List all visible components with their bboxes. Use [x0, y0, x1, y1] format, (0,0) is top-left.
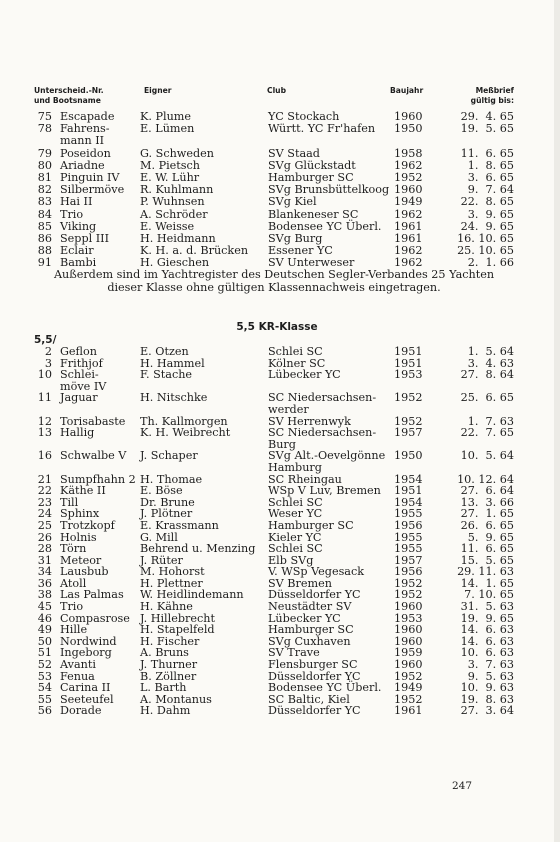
boat-name: Silbermöve — [60, 183, 125, 197]
boat-owner: R. Kuhlmann — [140, 183, 214, 197]
certificate-date: 1. 8. 65 — [467, 158, 514, 172]
boat-club: Schlei SC — [268, 542, 323, 556]
boat-year: 1955 — [394, 542, 423, 556]
boat-nr: 22 — [37, 484, 52, 498]
boat-nr: 3 — [44, 356, 52, 370]
boat-year: 1961 — [394, 232, 423, 246]
boat-owner: H. Hammel — [140, 356, 205, 370]
boat-nr: 54 — [37, 681, 52, 695]
header-year: Baujahr — [390, 86, 424, 95]
boat-name: Bambi — [60, 256, 97, 270]
certificate-date: 14. 6. 63 — [460, 634, 514, 648]
boat-nr: 56 — [37, 704, 52, 718]
boat-nr: 46 — [37, 611, 52, 625]
boat-nr: 53 — [37, 669, 52, 683]
table-row — [34, 601, 514, 613]
boat-owner: E. Lümen — [140, 122, 195, 136]
certificate-date: 22. 8. 65 — [460, 195, 514, 209]
boat-nr: 75 — [37, 110, 52, 123]
table-row — [34, 369, 514, 392]
boat-owner: H. Gieschen — [140, 256, 210, 270]
boat-year: 1955 — [394, 530, 423, 544]
boat-owner: E. Krassmann — [140, 518, 219, 532]
boat-owner: H. Heidmann — [140, 232, 216, 246]
boat-name: Torisabaste — [60, 414, 126, 428]
boat-nr: 91 — [37, 256, 52, 270]
header-nr-label: Unterscheid.-Nr. — [34, 86, 104, 95]
boat-owner: E. W. Lühr — [140, 171, 200, 185]
class-label: 5,5/ — [34, 334, 57, 346]
certificate-date: 10. 9. 63 — [460, 681, 514, 695]
certificate-date: 3. 6. 65 — [467, 171, 514, 185]
boat-club: Hamburger SC — [268, 623, 354, 637]
header-name-label: und Bootsname — [34, 95, 101, 105]
boat-owner: J. Plötner — [140, 507, 193, 521]
certificate-date: 11. 6. 65 — [460, 146, 514, 160]
boat-nr: 52 — [37, 658, 52, 672]
boat-year: 1957 — [394, 426, 423, 440]
boat-name: Escapade — [60, 110, 115, 123]
boat-year: 1957 — [394, 553, 423, 567]
boat-nr: 21 — [37, 472, 52, 486]
boat-name: Pinguin IV — [60, 171, 120, 185]
certificate-date: 26. 6. 65 — [460, 518, 514, 532]
boat-owner: W. Heidlindemann — [140, 588, 244, 602]
boat-club: SV Unterweser — [268, 256, 355, 270]
boat-year: 1951 — [394, 345, 423, 358]
boat-owner: B. Zöllner — [140, 669, 197, 683]
boat-owner: H. Nitschke — [140, 391, 208, 405]
boat-club: Württ. YC Fr'hafen — [268, 122, 376, 136]
table-row — [34, 520, 514, 532]
certificate-date: 11. 6. 65 — [460, 542, 514, 556]
header-nr — [34, 86, 104, 105]
boat-owner: Behrend u. Menzing — [140, 542, 256, 556]
boat-club: Neustädter SV — [268, 600, 352, 614]
boat-club: Schlei SC — [268, 345, 323, 358]
boat-club: SVg Brunsbüttelkoog — [268, 183, 390, 197]
boat-nr: 86 — [37, 232, 52, 246]
boat-club: Düsseldorfer YC — [268, 669, 361, 683]
boat-owner: M. Pietsch — [140, 158, 201, 172]
boat-year: 1952 — [394, 576, 423, 590]
boat-nr: 80 — [37, 158, 52, 172]
boat-club: Blankeneser SC — [268, 207, 359, 221]
boat-club: SV Trave — [268, 646, 320, 660]
boat-name: Seeteufel — [60, 692, 114, 706]
boat-year: 1949 — [394, 195, 423, 209]
boat-owner: P. Wuhnsen — [140, 195, 205, 209]
certificate-date: 14. 6. 63 — [460, 623, 514, 637]
certificate-date: 14. 1. 65 — [460, 576, 514, 590]
table-row — [34, 705, 514, 717]
boat-name: Schlei- möve IV — [60, 368, 107, 393]
table-row — [34, 209, 514, 221]
boat-list-section-1 — [34, 111, 514, 270]
table-header — [34, 86, 514, 108]
boat-owner: E. Böse — [140, 484, 183, 498]
boat-year: 1960 — [394, 600, 423, 614]
boat-club: Elb SVg — [268, 553, 314, 567]
boat-club: SVg Kiel — [268, 195, 317, 209]
certificate-date: 25. 6. 65 — [460, 391, 514, 405]
certificate-date: 25. 10. 65 — [457, 244, 514, 258]
boat-name: Atoll — [60, 576, 87, 590]
boat-club: Lübecker YC — [268, 611, 341, 625]
boat-year: 1956 — [394, 518, 423, 532]
boat-nr: 34 — [37, 565, 52, 579]
note-line-2: dieser Klasse ohne gültigen Klassennachweis eingetragen. — [107, 281, 441, 294]
boat-owner: A. Bruns — [140, 646, 189, 660]
table-row — [34, 450, 514, 473]
boat-owner: A. Montanus — [140, 692, 212, 706]
boat-year: 1960 — [394, 110, 423, 123]
table-row — [34, 485, 514, 497]
boat-name: Carina II — [60, 681, 111, 695]
boat-nr: 45 — [37, 600, 52, 614]
table-row — [34, 543, 514, 555]
boat-club: SV Herrenwyk — [268, 414, 351, 428]
section-title: 5,5 KR-Klasse — [236, 321, 318, 333]
boat-year: 1952 — [394, 669, 423, 683]
boat-club: Bodensee YC Überl. — [268, 681, 382, 695]
boat-name: Frithjof — [60, 356, 103, 370]
certificate-date: 27. 8. 64 — [460, 368, 514, 382]
boat-name: Seppl III — [60, 232, 109, 246]
boat-nr: 11 — [37, 391, 52, 405]
boat-nr: 79 — [37, 146, 52, 160]
boat-nr: 83 — [37, 195, 52, 209]
boat-owner: M. Hohorst — [140, 565, 205, 579]
boat-name: Törn — [60, 542, 87, 556]
boat-year: 1962 — [394, 244, 423, 258]
boat-owner: J. Rüter — [140, 553, 183, 567]
boat-name: Meteor — [60, 553, 102, 567]
table-row — [34, 659, 514, 671]
boat-name: Käthe II — [60, 484, 106, 498]
boat-name: Avanti — [60, 658, 96, 672]
boat-nr: 85 — [37, 219, 52, 233]
boat-nr: 10 — [37, 368, 52, 382]
certificate-date: 9. 5. 63 — [467, 669, 514, 683]
boat-year: 1950 — [394, 449, 423, 463]
boat-club: SVg Alt.-Oevelgönne Hamburg — [268, 449, 386, 474]
certificate-date: 19. 5. 65 — [460, 122, 514, 136]
boat-year: 1954 — [394, 472, 423, 486]
certificate-date: 27. 1. 65 — [460, 507, 514, 521]
certificate-date: 1. 7. 63 — [467, 414, 514, 428]
boat-year: 1954 — [394, 495, 423, 509]
boat-year: 1950 — [394, 122, 423, 136]
certificate-date: 10. 5. 64 — [460, 449, 514, 463]
note-line-1: Außerdem sind im Yachtregister des Deutschen Segler-Verbandes 25 Yachten — [53, 268, 495, 281]
boat-nr: 50 — [37, 634, 52, 648]
boat-nr: 26 — [37, 530, 52, 544]
boat-owner: H. Dahm — [140, 704, 191, 718]
page-edge-shadow — [554, 0, 560, 842]
boat-club: Lübecker YC — [268, 368, 341, 382]
boat-name: Trio — [60, 600, 84, 614]
certificate-date: 7. 10. 65 — [464, 588, 514, 602]
header-club: Club — [267, 86, 287, 95]
boat-name: Holnis — [60, 530, 97, 544]
boat-name: Las Palmas — [60, 588, 124, 602]
boat-year: 1962 — [394, 256, 423, 270]
boat-club: SC Baltic, Kiel — [268, 692, 350, 706]
boat-year: 1961 — [394, 219, 423, 233]
boat-name: Fenua — [60, 669, 95, 683]
boat-club: SVg Cuxhaven — [268, 634, 351, 648]
boat-name: Geflon — [60, 345, 97, 358]
boat-year: 1952 — [394, 588, 423, 602]
boat-club: SC Rheingau — [268, 472, 342, 486]
boat-year: 1961 — [394, 704, 423, 718]
boat-club: WSp V Luv, Bremen — [268, 484, 381, 498]
certificate-date: 22. 7. 65 — [460, 426, 514, 440]
boat-list-section-2 — [34, 346, 514, 717]
boat-owner: Th. Kallmorgen — [140, 414, 228, 428]
boat-nr: 78 — [37, 122, 52, 136]
boat-nr: 28 — [37, 542, 52, 556]
boat-name: Sphinx — [60, 507, 100, 521]
boat-year: 1952 — [394, 171, 423, 185]
certificate-date: 15. 5. 65 — [460, 553, 514, 567]
certificate-date: 16. 10. 65 — [457, 232, 514, 246]
boat-name: Trio — [60, 207, 84, 221]
certificate-date: 19. 9. 65 — [460, 611, 514, 625]
boat-club: Düsseldorfer YC — [268, 588, 361, 602]
register-note — [34, 268, 514, 294]
certificate-date: 29. 11. 63 — [457, 565, 514, 579]
boat-club: Bodensee YC Überl. — [268, 219, 382, 233]
boat-year: 1960 — [394, 658, 423, 672]
boat-club: Düsseldorfer YC — [268, 704, 361, 718]
table-row — [34, 427, 514, 450]
boat-year: 1960 — [394, 183, 423, 197]
boat-club: Kölner SC — [268, 356, 326, 370]
boat-owner: J. Hillebrecht — [140, 611, 215, 625]
boat-nr: 2 — [44, 345, 52, 358]
certificate-date: 9. 7. 64 — [467, 183, 514, 197]
header-cert — [442, 86, 514, 105]
boat-owner: J. Schaper — [140, 449, 198, 463]
boat-owner: J. Thurner — [140, 658, 198, 672]
boat-year: 1952 — [394, 391, 423, 405]
boat-club: Essener YC — [268, 244, 333, 258]
header-cert-label-2: gültig bis: — [470, 95, 514, 105]
boat-nr: 24 — [37, 507, 52, 521]
boat-nr: 51 — [37, 646, 52, 660]
boat-owner: E. Otzen — [140, 345, 189, 358]
boat-year: 1962 — [394, 158, 423, 172]
boat-club: Hamburger SC — [268, 171, 354, 185]
boat-nr: 23 — [37, 495, 52, 509]
boat-name: Trotzkopf — [60, 518, 115, 532]
boat-nr: 84 — [37, 207, 52, 221]
boat-club: SV Staad — [268, 146, 320, 160]
boat-year: 1962 — [394, 207, 423, 221]
boat-name: Compasrose — [60, 611, 130, 625]
table-row — [34, 123, 514, 147]
boat-year: 1951 — [394, 356, 423, 370]
table-row — [34, 148, 514, 160]
boat-owner: G. Mill — [140, 530, 178, 544]
boat-name: Ariadne — [60, 158, 105, 172]
page-number: 247 — [452, 780, 473, 792]
boat-nr: 49 — [37, 623, 52, 637]
boat-name: Schwalbe V — [60, 449, 127, 463]
boat-club: YC Stockach — [268, 110, 340, 123]
certificate-date: 24. 9. 65 — [460, 219, 514, 233]
boat-name: Ingeborg — [60, 646, 112, 660]
boat-year: 1956 — [394, 565, 423, 579]
certificate-date: 10. 12. 64 — [457, 472, 514, 486]
certificate-date: 31. 5. 63 — [460, 600, 514, 614]
boat-nr: 25 — [37, 518, 52, 532]
certificate-date: 29. 4. 65 — [460, 110, 514, 123]
boat-year: 1953 — [394, 368, 423, 382]
boat-name: Eclair — [60, 244, 94, 258]
boat-owner: L. Barth — [140, 681, 187, 695]
boat-club: Weser YC — [268, 507, 323, 521]
boat-owner: K. H. a. d. Brücken — [140, 244, 249, 258]
certificate-date: 3. 9. 65 — [467, 207, 514, 221]
boat-nr: 36 — [37, 576, 52, 590]
boat-name: Till — [60, 495, 79, 509]
boat-year: 1959 — [394, 646, 423, 660]
boat-nr: 13 — [37, 426, 52, 440]
certificate-date: 2. 1. 66 — [467, 256, 514, 270]
boat-name: Poseidon — [60, 146, 111, 160]
boat-owner: H. Fischer — [140, 634, 200, 648]
boat-nr: 38 — [37, 588, 52, 602]
boat-nr: 55 — [37, 692, 52, 706]
boat-name: Fahrens- mann II — [60, 122, 110, 148]
boat-year: 1951 — [394, 484, 423, 498]
boat-club: SC Niedersachsen- werder — [268, 391, 377, 416]
table-row — [34, 346, 514, 358]
boat-year: 1960 — [394, 623, 423, 637]
boat-club: SVg Glückstadt — [268, 158, 356, 172]
boat-owner: H. Stapelfeld — [140, 623, 215, 637]
certificate-date: 27. 3. 64 — [460, 704, 514, 718]
boat-year: 1953 — [394, 611, 423, 625]
boat-owner: F. Stache — [140, 368, 193, 382]
boat-owner: G. Schweden — [140, 146, 214, 160]
table-row — [34, 392, 514, 415]
boat-nr: 16 — [37, 449, 52, 463]
boat-owner: A. Schröder — [140, 207, 208, 221]
certificate-date: 19. 8. 63 — [460, 692, 514, 706]
boat-nr: 82 — [37, 183, 52, 197]
boat-club: SC Niedersachsen- Burg — [268, 426, 377, 451]
boat-club: Schlei SC — [268, 495, 323, 509]
certificate-date: 3. 7. 63 — [467, 658, 514, 672]
boat-owner: Dr. Brune — [140, 495, 195, 509]
certificate-date: 10. 6. 63 — [460, 646, 514, 660]
boat-owner: E. Weisse — [140, 219, 195, 233]
boat-name: Sumpfhahn 2 — [60, 472, 136, 486]
boat-owner: K. Plume — [140, 110, 192, 123]
boat-owner: H. Thomae — [140, 472, 203, 486]
boat-owner: H. Plettner — [140, 576, 203, 590]
header-cert-label-1: Meßbrief — [475, 86, 514, 95]
certificate-date: 5. 9. 65 — [467, 530, 514, 544]
boat-year: 1949 — [394, 681, 423, 695]
boat-name: Jaguar — [60, 391, 98, 405]
boat-nr: 81 — [37, 171, 52, 185]
table-row — [34, 196, 514, 208]
boat-name: Hille — [60, 623, 88, 637]
certificate-date: 13. 3. 66 — [460, 495, 514, 509]
certificate-date: 27. 6. 64 — [460, 484, 514, 498]
boat-name: Hai II — [60, 195, 93, 209]
certificate-date: 1. 5. 64 — [467, 345, 514, 358]
boat-owner: K. H. Weibrecht — [140, 426, 231, 440]
certificate-date: 3. 4. 63 — [467, 356, 514, 370]
boat-name: Dorade — [60, 704, 102, 718]
boat-club: SV Bremen — [268, 576, 332, 590]
boat-year: 1958 — [394, 146, 423, 160]
boat-name: Viking — [60, 219, 97, 233]
boat-nr: 88 — [37, 244, 52, 258]
boat-club: Kieler YC — [268, 530, 322, 544]
boat-year: 1960 — [394, 634, 423, 648]
boat-name: Lausbub — [60, 565, 109, 579]
boat-club: V. WSp Vegesack — [268, 565, 365, 579]
boat-nr: 12 — [37, 414, 52, 428]
boat-year: 1952 — [394, 692, 423, 706]
header-owner: Eigner — [144, 86, 172, 95]
boat-year: 1952 — [394, 414, 423, 428]
boat-year: 1955 — [394, 507, 423, 521]
boat-club: Flensburger SC — [268, 658, 358, 672]
boat-owner: H. Kähne — [140, 600, 193, 614]
boat-club: SVg Burg — [268, 232, 323, 246]
boat-name: Hallig — [60, 426, 95, 440]
boat-club: Hamburger SC — [268, 518, 354, 532]
boat-nr: 31 — [37, 553, 52, 567]
boat-name: Nordwind — [60, 634, 117, 648]
